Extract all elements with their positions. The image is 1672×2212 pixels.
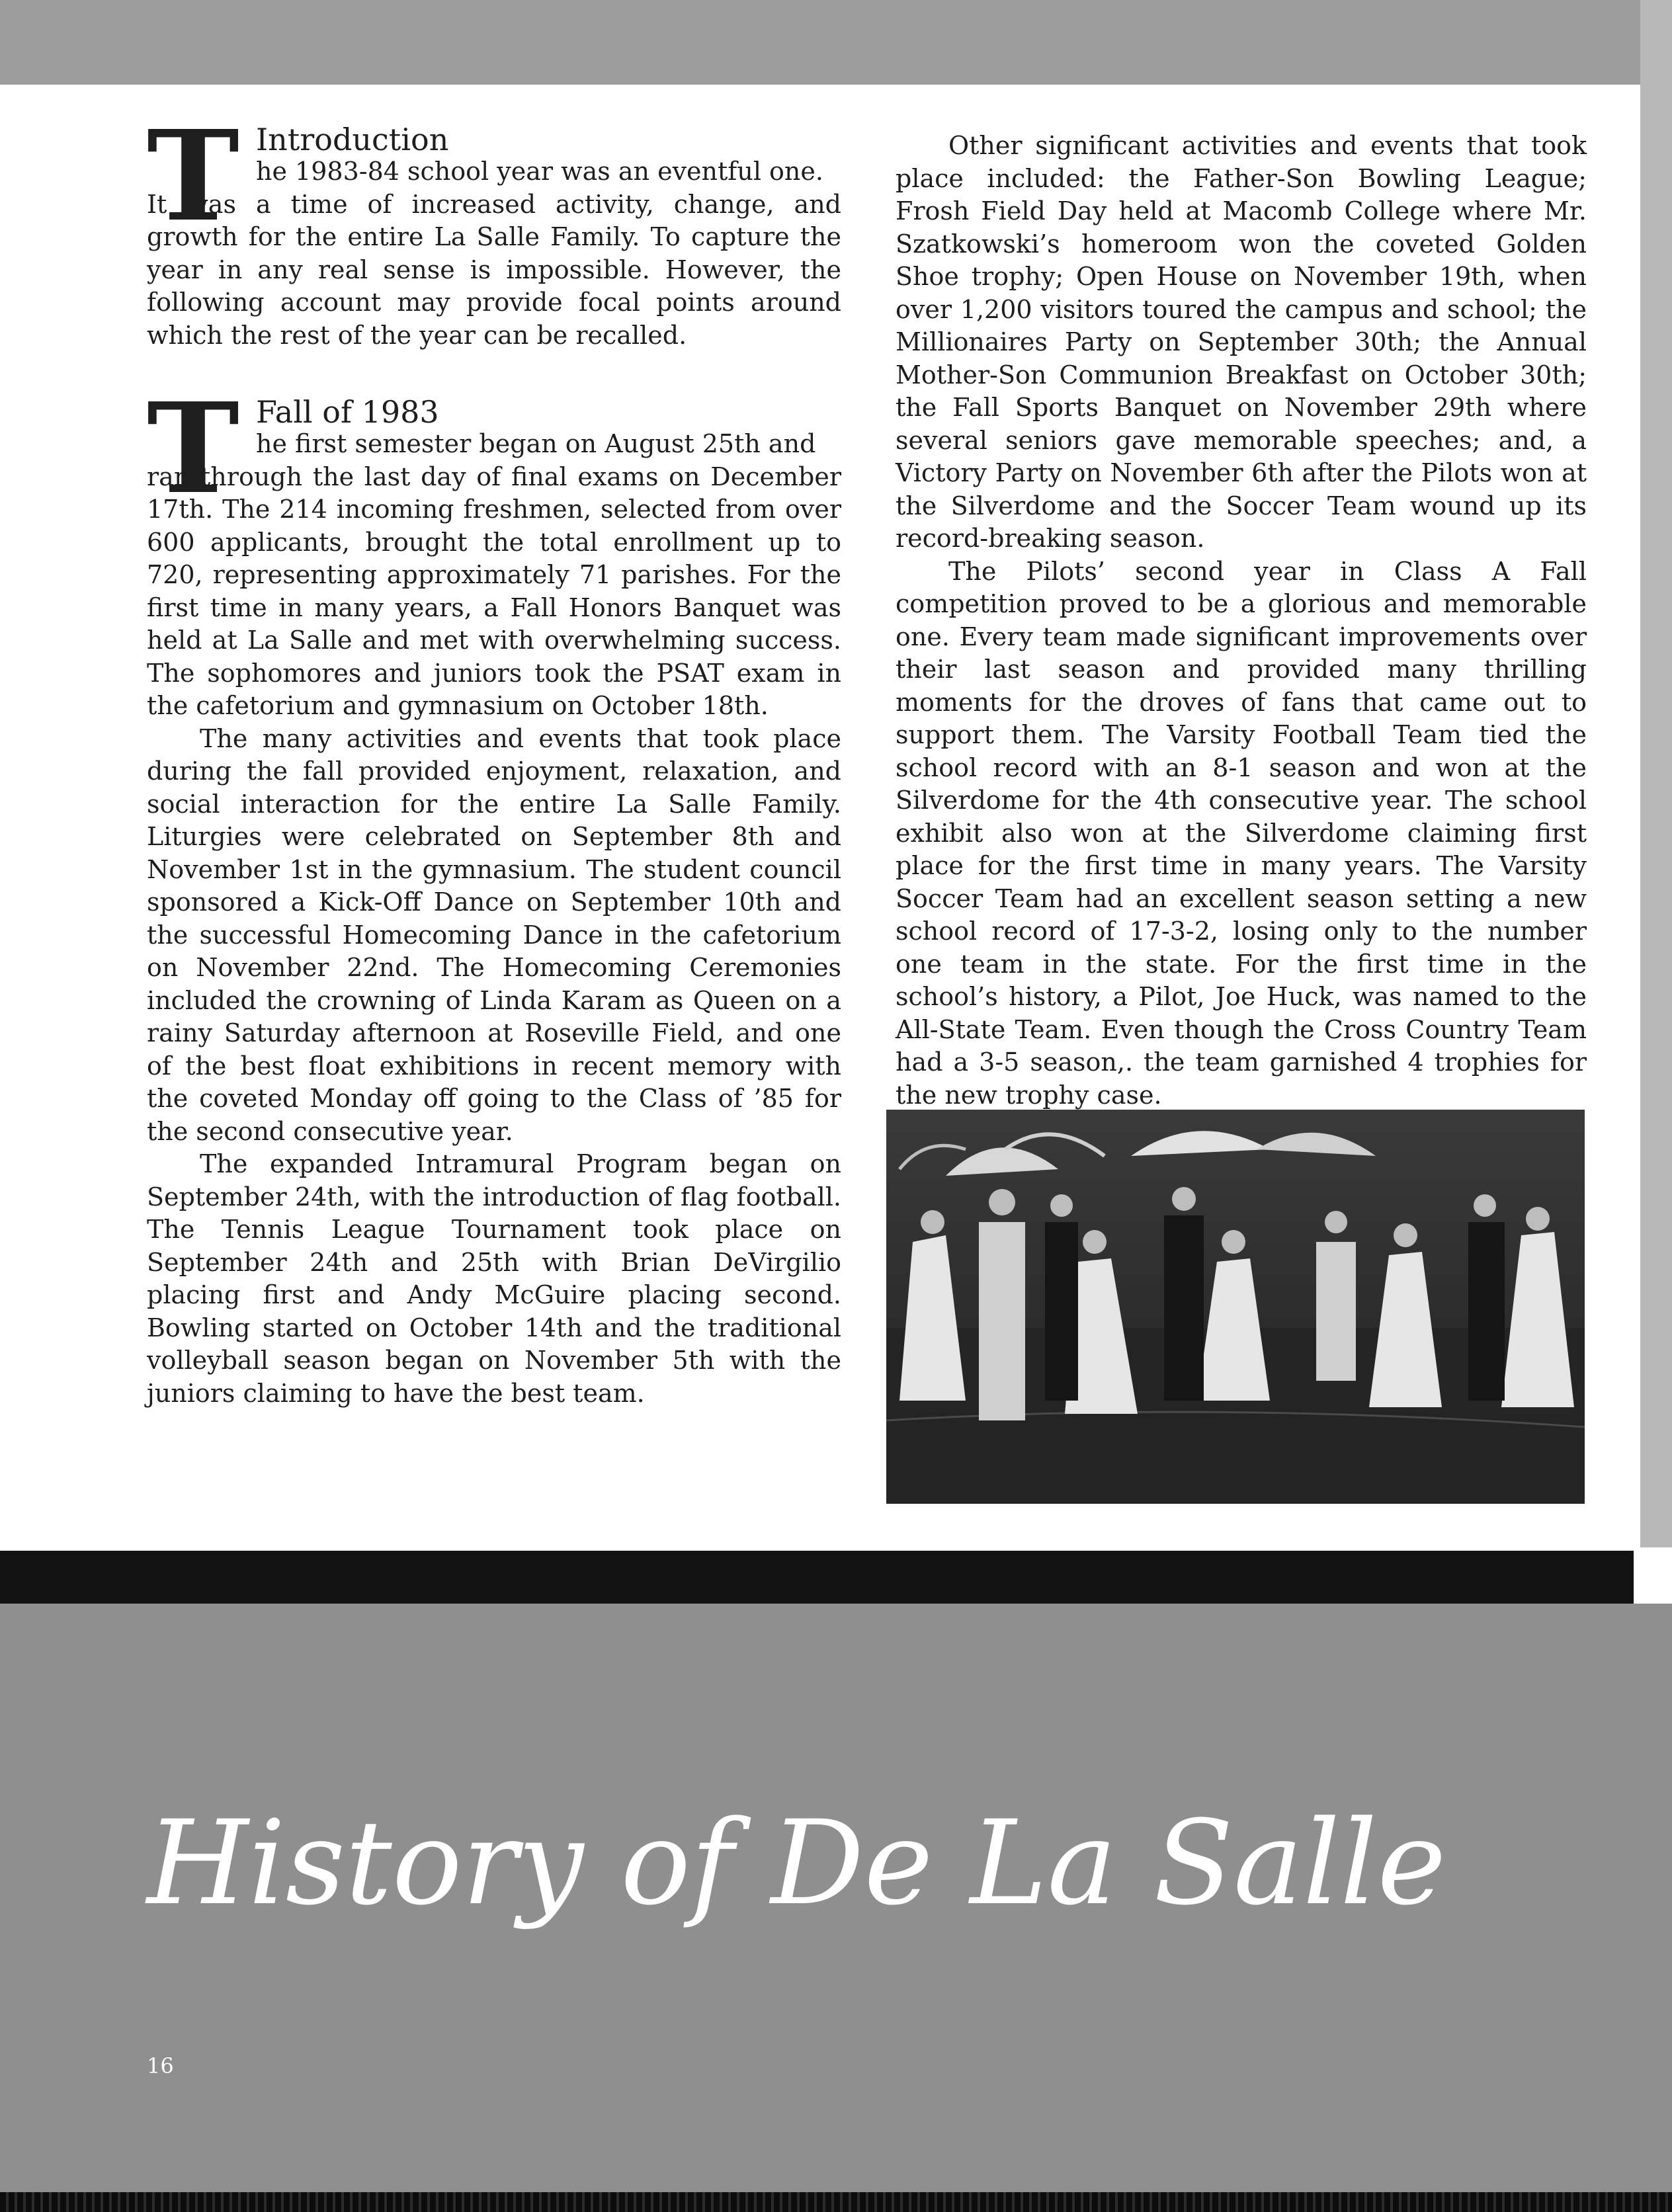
right-page-edge (1640, 0, 1672, 1547)
introduction-heading: Introduction (256, 122, 449, 157)
fall-1983-body: ran through the last day of final exams on December 17th. The 214 incoming freshmen, selected from over 600 applicants, brought the total enrollment up to 720, representing approximately 71 parishes. For the first time in many years, a Fall Honors Banquet was held at La Salle and met with overwhelming success. The sophomores and juniors took the PSAT exam in the cafetorium and gymnasium on October 18th. (147, 462, 841, 720)
introduction-section (147, 103, 841, 352)
introduction-drop-cap: T (147, 103, 239, 249)
fall-activities-paragraph: The many activities and events that took place during the fall provided enjoyment, relaxation, and social interaction for the entire La Salle Family. Liturgies were celebrated on September 8th and November 1st in the gymnasium. The student council sponsored a Kick-Off Dance on September 10th and the successful Homecoming Dance in the cafetorium on November 22nd. The Homecoming Ceremonies included the crowning of Linda Karam as Queen on a rainy Saturday afternoon at Roseville Field, and one of the best float exhibitions in recent memory with the coveted Monday off going to the Class of ’85 for the second consecutive year. (147, 723, 841, 1146)
right-column (896, 130, 1587, 1112)
fall-1983-drop-cap: T (147, 376, 239, 522)
fall-1983-first-line: he first semester began on August 25th and (256, 429, 816, 458)
top-gray-band (0, 0, 1672, 85)
history-title: History of De La Salle (147, 1795, 1446, 1931)
homecoming-court-photo (886, 1110, 1585, 1504)
intramural-paragraph: The expanded Intramural Program began on September 24th, with the introduction of flag football. The Tennis League Tournament took place on September 24th and 25th with Brian DeVirgilio placing first and Andy McGuire placing second. Bowling started on October 14th and the traditional volleyball season began on November 5th with the juniors claiming to have the best team. (147, 1149, 841, 1408)
introduction-first-line: he 1983-84 school year was an eventful one. (256, 157, 823, 186)
black-divider-band (0, 1551, 1634, 1604)
fall-1983-section (147, 376, 841, 1410)
fall-1983-heading: Fall of 1983 (256, 394, 439, 430)
bottom-edge-band (0, 2192, 1672, 2212)
page-number: 16 (147, 2053, 174, 2078)
homecoming-photo-illustration (886, 1110, 1585, 1504)
introduction-body: It was a time of increased activity, change, and growth for the entire La Salle Family. To capture the year in any real sense is impossible. However, the following account may provide focal points around which the rest of the year can be recalled. (147, 189, 841, 350)
other-activities-paragraph: Other significant activities and events that took place included: the Father-Son Bowling League; Frosh Field Day held at Macomb College where Mr. Szatkowski’s homeroom won the coveted Golden Shoe trophy; Open House on November 19th, when over 1,200 visitors toured the campus and school; the Millionaires Party on September 30th; the Annual Mother-Son Communion Breakfast on October 30th; the Fall Sports Banquet on November 29th where several seniors gave memorable speeches; and, a Victory Party on November 6th after the Pilots won at the Silverdome and the Soccer Team wound up its record-breaking season. (896, 131, 1587, 553)
left-column (147, 103, 841, 1410)
pilots-competition-paragraph: The Pilots’ second year in Class A Fall competition proved to be a glorious and memorable one. Every team made significant improvements over their last season and provided many thrilling moments for the droves of fans that came out to support them. The Varsity Football Team tied the school record with an 8-1 season and won at the Silverdome for the 4th consecutive year. The school exhibit also won at the Silverdome claiming first place for the first time in many years. The Varsity Soccer Team had an excellent season setting a new school record of 17-3-2, losing only to the number one team in the state. For the first time in the school’s history, a Pilot, Joe Huck, was named to the All-State Team. Even though the Cross Country Team had a 3-5 season,. the team garnished 4 trophies for the new trophy case. (896, 556, 1587, 1110)
